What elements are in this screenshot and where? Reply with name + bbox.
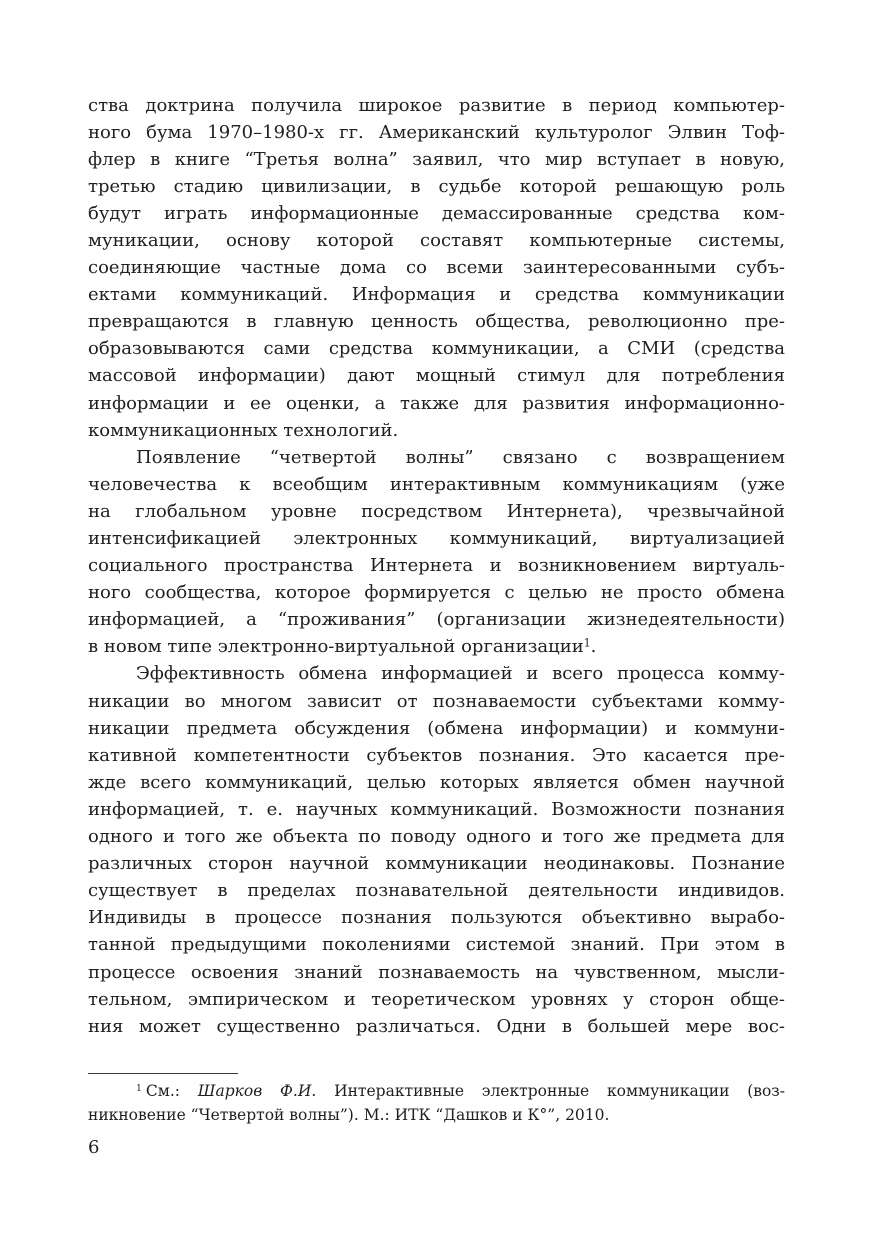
body-line: на глобальном уровне посредством Интернета), чрезвычайной <box>88 500 785 522</box>
body-line: человечества к всеобщим интерактивным коммуникациям (уже <box>88 473 785 495</box>
line-punctuation: . <box>590 636 597 658</box>
body-line: ства доктрина получила широкое развитие в период компьютер- <box>88 94 785 116</box>
body-line: информации и ее оценки, а также для развития информационно- <box>88 392 785 414</box>
paragraph-3 <box>88 660 785 1039</box>
body-line: Индивиды в процессе познания пользуются объективно вырабо- <box>88 907 785 929</box>
body-line: существует в пределах познавательной деятельности индивидов. <box>88 880 785 902</box>
body-line: ния может существенно различаться. Одни в большей мере вос- <box>88 1015 785 1037</box>
footnote-marker: 1 <box>136 1083 142 1095</box>
body-line: никации во многом зависит от познаваемости субъектами комму- <box>88 690 785 712</box>
body-line: информацией, т. е. научных коммуникаций. Возможности познания <box>88 798 785 820</box>
body-line: процессе освоения знаний познаваемость на чувственном, мысли- <box>88 961 785 983</box>
body-line: ектами коммуникаций. Информация и средства коммуникации <box>88 284 785 306</box>
body-line: превращаются в главную ценность общества, революционно пре- <box>88 311 785 333</box>
body-line: тельном, эмпирическом и теоретическом уровнях у сторон обще- <box>88 988 785 1010</box>
body-line: информацией, а “проживания” (организации жизнедеятельности) <box>88 609 785 631</box>
body-line: флер в книге “Третья волна” заявил, что мир вступает в новую, <box>88 148 785 170</box>
page-number: 6 <box>88 1137 100 1158</box>
body-line: жде всего коммуникаций, целью которых является обмен научной <box>88 771 785 793</box>
body-line: одного и того же объекта по поводу одного и того же предмета для <box>88 826 785 848</box>
paragraph-1 <box>88 92 785 444</box>
body-line: социального пространства Интернета и возникновением виртуаль- <box>88 555 785 577</box>
footnote-title: Интерактивные электронные коммуникации (воз- <box>334 1082 786 1100</box>
body-line: образовываются сами средства коммуникации, а СМИ (средства <box>88 338 785 360</box>
body-line: массовой информации) дают мощный стимул для потребления <box>88 365 785 387</box>
footnote <box>88 1079 785 1127</box>
line-text: в новом типе электронно-виртуальной организации <box>88 636 584 658</box>
body-line: третью стадию цивилизации, в судьбе которой решающую роль <box>88 175 785 197</box>
body-line: Появление “четвертой волны” связано с возвращением <box>136 446 785 468</box>
footnote-line <box>88 1079 785 1103</box>
body-line: танной предыдущими поколениями системой знаний. При этом в <box>88 934 785 956</box>
body-line: ного сообщества, которое формируется с целью не просто обмена <box>88 582 785 604</box>
body-line: будут играть информационные демассированные средства ком- <box>88 202 785 224</box>
paragraph-2 <box>88 444 785 661</box>
main-text <box>88 92 785 1040</box>
footnote-separator <box>88 1073 238 1074</box>
body-line: различных сторон научной коммуникации неодинаковы. Познание <box>88 853 785 875</box>
body-line: интенсификацией электронных коммуникаций, виртуализацией <box>88 528 785 549</box>
body-line: никации предмета обсуждения (обмена информации) и коммуни- <box>88 717 785 739</box>
footnote-author: Шарков Ф.И. <box>197 1082 317 1100</box>
body-line: коммуникационных технологий. <box>88 419 399 441</box>
body-line: кативной компетентности субъектов познания. Это касается пре- <box>88 744 785 766</box>
body-line: соединяющие частные дома со всеми заинтересованными субъ- <box>88 257 785 279</box>
footnote-line: никновение “Четвертой волны”). М.: ИТК “Дашков и К°”, 2010. <box>88 1106 610 1124</box>
footnote-see-label: См.: <box>145 1082 180 1100</box>
body-line: Эффективность обмена информацией и всего процесса комму- <box>136 663 785 685</box>
footnote-reference: 1 <box>583 636 591 650</box>
body-line: ного бума 1970–1980-х гг. Американский культуролог Элвин Тоф- <box>88 121 785 143</box>
body-line <box>88 633 785 660</box>
body-line: муникации, основу которой составят компьютерные системы, <box>88 229 785 251</box>
